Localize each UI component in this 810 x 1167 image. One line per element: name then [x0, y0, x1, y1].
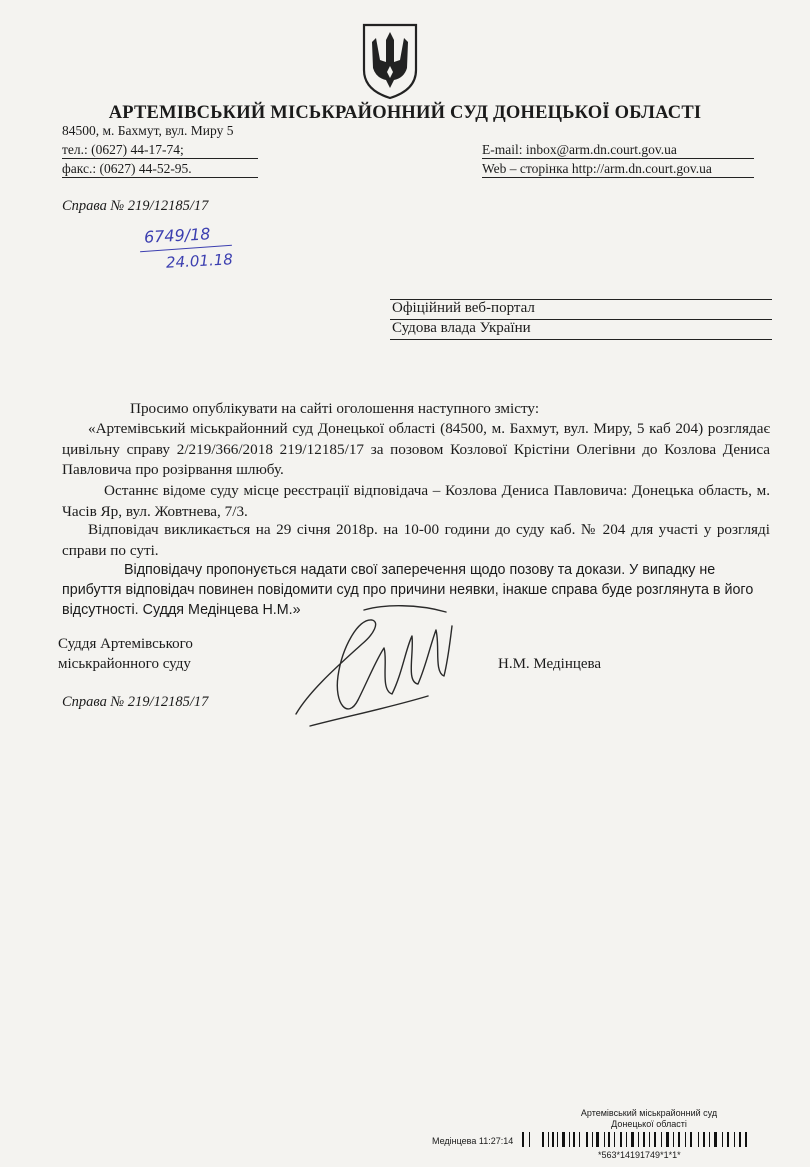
court-phone: тел.: (0627) 44-17-74;	[62, 142, 184, 157]
web-underline	[482, 177, 754, 178]
handwritten-signature-icon	[288, 596, 458, 736]
recipient-line-1: Офіційний веб-портал	[392, 300, 535, 316]
court-stamp-line-2: Донецької області	[611, 1119, 687, 1129]
notice-paragraph-3: Відповідач викликається на 29 січня 2018р. на 10-00 години до суду каб. № 204 для участі у розгляді справи по суті.	[62, 521, 770, 559]
court-fax: факс.: (0627) 44-52-95.	[62, 161, 192, 176]
operator-timestamp: Медінцева 11:27:14	[432, 1136, 514, 1146]
court-address: 84500, м. Бахмут, вул. Миру 5	[62, 123, 234, 138]
notice-paragraph-1: «Артемівський міськрайонний суд Донецької області (84500, м. Бахмут, вул. Миру, 5 каб 204) розглядає цивільну справу 2/219/366/2018 219/12185/17 за позовом Козлової Крістіни Олегівни до Козлова Дениса Павловича про розірвання шлюбу.	[62, 420, 770, 478]
notice-paragraph-2: Останнє відоме суду місце реєстрації відповідача – Козлова Дениса Павловича: Донецька область, м. Часів Яр, вул. Жовтнева, 7/3.	[62, 482, 770, 520]
court-web: Web – сторінка http://arm.dn.court.gov.ua	[482, 161, 712, 176]
court-name-title: АРТЕМІВСЬКИЙ МІСЬКРАЙОННИЙ СУД ДОНЕЦЬКОЇ ОБЛАСТІ	[108, 103, 702, 123]
court-email: E-mail: inbox@arm.dn.court.gov.ua	[482, 142, 677, 157]
recipient-line-2: Судова влада України	[392, 320, 531, 336]
case-number: Справа № 219/12185/17	[62, 198, 209, 214]
judge-role-line-1: Суддя Артемівського	[58, 636, 193, 652]
case-number-bottom: Справа № 219/12185/17	[62, 694, 209, 710]
judge-role-line-2: міськрайонного суду	[58, 656, 191, 672]
barcode-icon	[522, 1132, 747, 1147]
registration-date: 24.01.18	[165, 250, 234, 272]
registration-number: 6749/18	[143, 224, 211, 247]
barcode-id: *563*14191749*1*1*	[598, 1150, 681, 1160]
court-stamp-line-1: Артемівський міськрайонний суд	[580, 1108, 718, 1118]
notice-paragraph-4: Відповідачу пропонується надати свої заперечення щодо позову та докази. У випадку не прибуття відповідач повинен повідомити суд про причини неявки, інакше справа буде розглянута в його відсутності. Суддя Медінцева Н.М.»	[62, 562, 754, 618]
trident-coat-of-arms-icon	[360, 22, 420, 100]
recipient-bottom-rule	[390, 339, 772, 340]
fax-underline	[62, 177, 258, 178]
request-intro: Просимо опублікувати на сайті оголошення наступного змісту:	[130, 400, 540, 417]
judge-name: Н.М. Медінцева	[498, 656, 602, 672]
